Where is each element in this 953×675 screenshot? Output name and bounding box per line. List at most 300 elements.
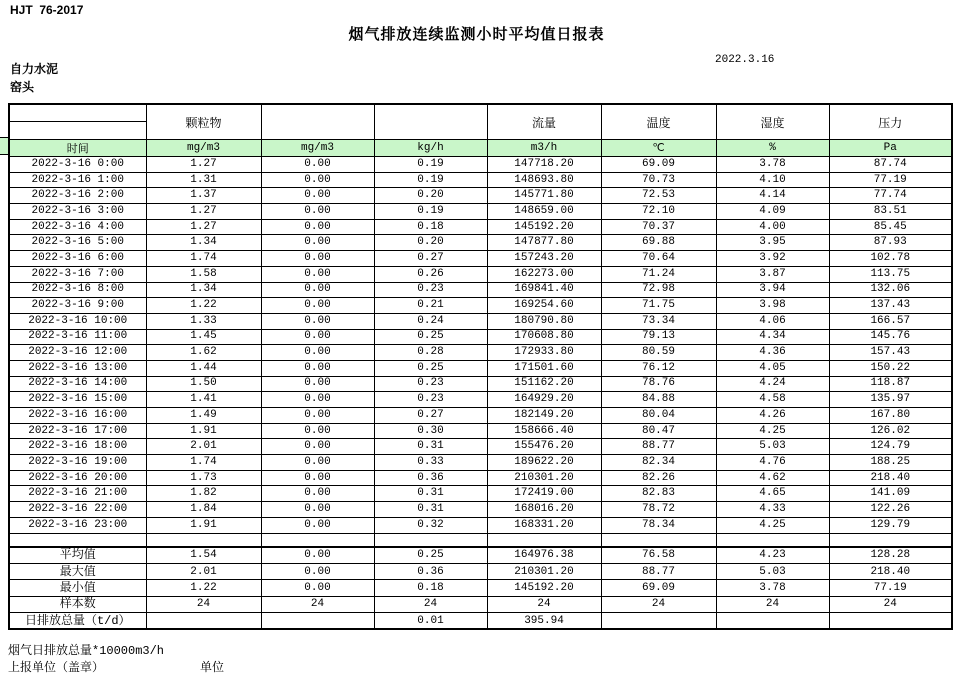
- table-row: [9, 502, 952, 518]
- value-cell: 3.87: [716, 266, 829, 282]
- value-cell: 0.24: [374, 313, 487, 329]
- value-cell: 3.98: [716, 298, 829, 314]
- summary-value-cell: 5.03: [716, 563, 829, 579]
- left-edge-partial-cell: [0, 137, 8, 155]
- value-cell: 145771.80: [487, 188, 601, 204]
- value-cell: 1.82: [146, 486, 261, 502]
- value-cell: 88.77: [601, 439, 716, 455]
- value-cell: 71.24: [601, 266, 716, 282]
- value-cell: 0.31: [374, 486, 487, 502]
- value-cell: 164929.20: [487, 392, 601, 408]
- value-cell: 4.10: [716, 172, 829, 188]
- value-cell: 0.00: [261, 188, 374, 204]
- split-cell-top: [10, 105, 146, 122]
- value-cell: 1.73: [146, 470, 261, 486]
- unit-header-cell: mg/m3: [261, 140, 374, 157]
- value-cell: 0.00: [261, 251, 374, 267]
- summary-row: [9, 580, 952, 596]
- value-cell: 1.31: [146, 172, 261, 188]
- summary-value-cell: 4.23: [716, 547, 829, 563]
- value-cell: 1.50: [146, 376, 261, 392]
- value-cell: 0.00: [261, 204, 374, 220]
- value-cell: 189622.20: [487, 455, 601, 471]
- value-cell: 0.31: [374, 439, 487, 455]
- value-cell: 1.62: [146, 345, 261, 361]
- summary-value-cell: 164976.38: [487, 547, 601, 563]
- table-row: [9, 282, 952, 298]
- value-cell: 141.09: [829, 486, 952, 502]
- value-cell: 4.09: [716, 204, 829, 220]
- time-cell: 2022-3-16 15:00: [9, 392, 146, 408]
- reporting-unit-label: 上报单位（盖章）: [8, 661, 105, 675]
- value-cell: 0.00: [261, 157, 374, 173]
- table-row: [9, 329, 952, 345]
- value-cell: 148693.80: [487, 172, 601, 188]
- value-cell: 0.18: [374, 219, 487, 235]
- value-cell: 182149.20: [487, 408, 601, 424]
- summary-value-cell: 0.25: [374, 547, 487, 563]
- summary-value-cell: [829, 613, 952, 629]
- value-cell: 170608.80: [487, 329, 601, 345]
- value-cell: 0.21: [374, 298, 487, 314]
- value-cell: 0.00: [261, 298, 374, 314]
- group-header-cell: 颗粒物: [146, 104, 261, 140]
- table-row: [9, 204, 952, 220]
- summary-value-cell: 0.00: [261, 563, 374, 579]
- summary-value-cell: [601, 613, 716, 629]
- value-cell: 1.22: [146, 298, 261, 314]
- value-cell: 145.76: [829, 329, 952, 345]
- value-cell: 4.62: [716, 470, 829, 486]
- value-cell: 0.00: [261, 408, 374, 424]
- value-cell: 4.05: [716, 360, 829, 376]
- value-cell: 0.00: [261, 282, 374, 298]
- value-cell: 0.00: [261, 313, 374, 329]
- value-cell: 0.23: [374, 392, 487, 408]
- table-row: [9, 345, 952, 361]
- value-cell: 0.25: [374, 329, 487, 345]
- time-cell: 2022-3-16 20:00: [9, 470, 146, 486]
- spacer-section: [9, 533, 952, 547]
- value-cell: 77.74: [829, 188, 952, 204]
- value-cell: 129.79: [829, 517, 952, 533]
- company-name: 自力水泥: [10, 62, 59, 76]
- summary-label-cell: 最小值: [9, 580, 146, 596]
- table-row: [9, 486, 952, 502]
- summary-value-cell: 0.36: [374, 563, 487, 579]
- value-cell: 82.26: [601, 470, 716, 486]
- value-cell: 2.01: [146, 439, 261, 455]
- unit-header-row: [9, 140, 952, 157]
- value-cell: 1.74: [146, 251, 261, 267]
- time-cell: 2022-3-16 18:00: [9, 439, 146, 455]
- value-cell: 145192.20: [487, 219, 601, 235]
- value-cell: 218.40: [829, 470, 952, 486]
- value-cell: 4.33: [716, 502, 829, 518]
- value-cell: 72.10: [601, 204, 716, 220]
- value-cell: 148659.00: [487, 204, 601, 220]
- value-cell: 0.00: [261, 486, 374, 502]
- empty-cell: [829, 533, 952, 547]
- summary-value-cell: 0.01: [374, 613, 487, 629]
- unit-header-cell: Pa: [829, 140, 952, 157]
- daily-total-note: 烟气日排放总量*10000m3/h: [8, 644, 165, 658]
- report-date: 2022.3.16: [715, 54, 775, 66]
- time-cell: 2022-3-16 11:00: [9, 329, 146, 345]
- table-row: [9, 360, 952, 376]
- table-row: [9, 235, 952, 251]
- summary-value-cell: 218.40: [829, 563, 952, 579]
- value-cell: 132.06: [829, 282, 952, 298]
- summary-value-cell: 128.28: [829, 547, 952, 563]
- value-cell: 158666.40: [487, 423, 601, 439]
- summary-value-cell: 24: [261, 596, 374, 612]
- value-cell: 1.27: [146, 219, 261, 235]
- value-cell: 73.34: [601, 313, 716, 329]
- unit-header-cell: ℃: [601, 140, 716, 157]
- value-cell: 84.88: [601, 392, 716, 408]
- time-cell: 2022-3-16 22:00: [9, 502, 146, 518]
- value-cell: 188.25: [829, 455, 952, 471]
- monitoring-point: 窑头: [10, 80, 35, 94]
- value-cell: 162273.00: [487, 266, 601, 282]
- summary-value-cell: 24: [716, 596, 829, 612]
- value-cell: 4.24: [716, 376, 829, 392]
- value-cell: 0.27: [374, 251, 487, 267]
- value-cell: 0.20: [374, 235, 487, 251]
- time-cell: 2022-3-16 9:00: [9, 298, 146, 314]
- time-cell: 2022-3-16 5:00: [9, 235, 146, 251]
- value-cell: 118.87: [829, 376, 952, 392]
- summary-value-cell: 24: [146, 596, 261, 612]
- value-cell: 0.00: [261, 455, 374, 471]
- value-cell: 0.00: [261, 517, 374, 533]
- value-cell: 1.37: [146, 188, 261, 204]
- summary-row: [9, 613, 952, 629]
- value-cell: 3.95: [716, 235, 829, 251]
- value-cell: 0.00: [261, 235, 374, 251]
- value-cell: 1.44: [146, 360, 261, 376]
- value-cell: 0.23: [374, 376, 487, 392]
- value-cell: 113.75: [829, 266, 952, 282]
- time-cell: 2022-3-16 3:00: [9, 204, 146, 220]
- table-row: [9, 219, 952, 235]
- summary-value-cell: [716, 613, 829, 629]
- value-cell: 0.00: [261, 392, 374, 408]
- value-cell: 4.26: [716, 408, 829, 424]
- table-header: [9, 104, 952, 157]
- value-cell: 69.09: [601, 157, 716, 173]
- summary-value-cell: 0.00: [261, 580, 374, 596]
- value-cell: 78.72: [601, 502, 716, 518]
- monitoring-data-table: [8, 103, 953, 630]
- value-cell: 151162.20: [487, 376, 601, 392]
- summary-value-cell: 76.58: [601, 547, 716, 563]
- value-cell: 80.04: [601, 408, 716, 424]
- value-cell: 4.76: [716, 455, 829, 471]
- time-cell: 2022-3-16 16:00: [9, 408, 146, 424]
- value-cell: 157243.20: [487, 251, 601, 267]
- group-header-row: [9, 104, 952, 140]
- value-cell: 166.57: [829, 313, 952, 329]
- value-cell: 0.30: [374, 423, 487, 439]
- summary-value-cell: 69.09: [601, 580, 716, 596]
- table-row: [9, 455, 952, 471]
- value-cell: 0.26: [374, 266, 487, 282]
- value-cell: 1.41: [146, 392, 261, 408]
- table-row: [9, 157, 952, 173]
- value-cell: 3.78: [716, 157, 829, 173]
- value-cell: 150.22: [829, 360, 952, 376]
- summary-value-cell: 24: [487, 596, 601, 612]
- value-cell: 172419.00: [487, 486, 601, 502]
- value-cell: 78.34: [601, 517, 716, 533]
- summary-value-cell: 0.18: [374, 580, 487, 596]
- table-row: [9, 298, 952, 314]
- value-cell: 87.74: [829, 157, 952, 173]
- table-row: [9, 470, 952, 486]
- value-cell: 80.47: [601, 423, 716, 439]
- value-cell: 4.65: [716, 486, 829, 502]
- empty-cell: [9, 533, 146, 547]
- time-cell: 2022-3-16 6:00: [9, 251, 146, 267]
- summary-label-cell: 日排放总量（t/d）: [9, 613, 146, 629]
- value-cell: 1.49: [146, 408, 261, 424]
- value-cell: 0.00: [261, 345, 374, 361]
- value-cell: 72.98: [601, 282, 716, 298]
- table-row: [9, 313, 952, 329]
- time-cell: 2022-3-16 17:00: [9, 423, 146, 439]
- group-header-cell: 湿度: [716, 104, 829, 140]
- unit-header-cell: kg/h: [374, 140, 487, 157]
- value-cell: 1.45: [146, 329, 261, 345]
- value-cell: 71.75: [601, 298, 716, 314]
- value-cell: 87.93: [829, 235, 952, 251]
- value-cell: 169254.60: [487, 298, 601, 314]
- value-cell: 70.64: [601, 251, 716, 267]
- group-header-cell: 压力: [829, 104, 952, 140]
- time-cell: 2022-3-16 0:00: [9, 157, 146, 173]
- value-cell: 1.74: [146, 455, 261, 471]
- value-cell: 167.80: [829, 408, 952, 424]
- value-cell: 70.37: [601, 219, 716, 235]
- value-cell: 1.34: [146, 282, 261, 298]
- unit-header-cell: %: [716, 140, 829, 157]
- empty-cell: [374, 533, 487, 547]
- value-cell: 147877.80: [487, 235, 601, 251]
- value-cell: 1.34: [146, 235, 261, 251]
- value-cell: 1.84: [146, 502, 261, 518]
- unit-header-cell: 时间: [9, 140, 146, 157]
- value-cell: 72.53: [601, 188, 716, 204]
- time-cell: 2022-3-16 14:00: [9, 376, 146, 392]
- value-cell: 169841.40: [487, 282, 601, 298]
- value-cell: 0.36: [374, 470, 487, 486]
- unit-label: 单位: [200, 661, 225, 675]
- value-cell: 70.73: [601, 172, 716, 188]
- value-cell: 82.83: [601, 486, 716, 502]
- value-cell: 122.26: [829, 502, 952, 518]
- value-cell: 0.19: [374, 157, 487, 173]
- hourly-data-rows: [9, 157, 952, 534]
- value-cell: 147718.20: [487, 157, 601, 173]
- value-cell: 0.20: [374, 188, 487, 204]
- value-cell: 0.25: [374, 360, 487, 376]
- value-cell: 137.43: [829, 298, 952, 314]
- summary-row: [9, 563, 952, 579]
- summary-value-cell: 24: [374, 596, 487, 612]
- summary-value-cell: [146, 613, 261, 629]
- table-row: [9, 392, 952, 408]
- group-header-cell: 温度: [601, 104, 716, 140]
- summary-value-cell: 1.22: [146, 580, 261, 596]
- unit-header-cell: mg/m3: [146, 140, 261, 157]
- summary-row: [9, 596, 952, 612]
- value-cell: 4.14: [716, 188, 829, 204]
- time-cell: 2022-3-16 13:00: [9, 360, 146, 376]
- summary-value-cell: [261, 613, 374, 629]
- time-group-header-cell: [9, 104, 146, 140]
- value-cell: 135.97: [829, 392, 952, 408]
- value-cell: 180790.80: [487, 313, 601, 329]
- value-cell: 1.58: [146, 266, 261, 282]
- value-cell: 1.91: [146, 423, 261, 439]
- value-cell: 0.19: [374, 172, 487, 188]
- value-cell: 79.13: [601, 329, 716, 345]
- time-cell: 2022-3-16 1:00: [9, 172, 146, 188]
- summary-value-cell: 88.77: [601, 563, 716, 579]
- value-cell: 1.27: [146, 204, 261, 220]
- empty-cell: [601, 533, 716, 547]
- time-cell: 2022-3-16 12:00: [9, 345, 146, 361]
- value-cell: 155476.20: [487, 439, 601, 455]
- empty-row: [9, 533, 952, 547]
- time-cell: 2022-3-16 19:00: [9, 455, 146, 471]
- summary-value-cell: 2.01: [146, 563, 261, 579]
- value-cell: 0.00: [261, 360, 374, 376]
- value-cell: 1.33: [146, 313, 261, 329]
- empty-cell: [487, 533, 601, 547]
- group-header-cell: [374, 104, 487, 140]
- group-header-cell: [261, 104, 374, 140]
- value-cell: 4.25: [716, 517, 829, 533]
- summary-value-cell: 210301.20: [487, 563, 601, 579]
- value-cell: 78.76: [601, 376, 716, 392]
- table-row: [9, 423, 952, 439]
- time-cell: 2022-3-16 7:00: [9, 266, 146, 282]
- summary-value-cell: 1.54: [146, 547, 261, 563]
- value-cell: 0.00: [261, 423, 374, 439]
- table-row: [9, 408, 952, 424]
- summary-row: [9, 547, 952, 563]
- unit-header-cell: m3/h: [487, 140, 601, 157]
- summary-value-cell: 24: [829, 596, 952, 612]
- time-cell: 2022-3-16 8:00: [9, 282, 146, 298]
- value-cell: 0.27: [374, 408, 487, 424]
- summary-value-cell: 395.94: [487, 613, 601, 629]
- value-cell: 1.91: [146, 517, 261, 533]
- value-cell: 4.00: [716, 219, 829, 235]
- value-cell: 0.33: [374, 455, 487, 471]
- time-cell: 2022-3-16 4:00: [9, 219, 146, 235]
- value-cell: 4.25: [716, 423, 829, 439]
- summary-value-cell: 145192.20: [487, 580, 601, 596]
- value-cell: 0.23: [374, 282, 487, 298]
- value-cell: 0.00: [261, 219, 374, 235]
- value-cell: 0.31: [374, 502, 487, 518]
- table-row: [9, 376, 952, 392]
- page-title: 烟气排放连续监测小时平均值日报表: [348, 26, 605, 43]
- value-cell: 172933.80: [487, 345, 601, 361]
- value-cell: 0.00: [261, 376, 374, 392]
- value-cell: 0.00: [261, 172, 374, 188]
- value-cell: 0.00: [261, 502, 374, 518]
- value-cell: 83.51: [829, 204, 952, 220]
- value-cell: 124.79: [829, 439, 952, 455]
- value-cell: 0.32: [374, 517, 487, 533]
- value-cell: 0.19: [374, 204, 487, 220]
- summary-label-cell: 最大值: [9, 563, 146, 579]
- value-cell: 102.78: [829, 251, 952, 267]
- value-cell: 4.36: [716, 345, 829, 361]
- value-cell: 76.12: [601, 360, 716, 376]
- value-cell: 0.00: [261, 439, 374, 455]
- value-cell: 4.34: [716, 329, 829, 345]
- value-cell: 80.59: [601, 345, 716, 361]
- table-row: [9, 251, 952, 267]
- table-row: [9, 172, 952, 188]
- value-cell: 0.28: [374, 345, 487, 361]
- value-cell: 3.94: [716, 282, 829, 298]
- standard-code: HJT 76-2017: [10, 3, 84, 17]
- value-cell: 126.02: [829, 423, 952, 439]
- value-cell: 168016.20: [487, 502, 601, 518]
- value-cell: 5.03: [716, 439, 829, 455]
- table-row: [9, 266, 952, 282]
- summary-section: [9, 547, 952, 629]
- value-cell: 3.92: [716, 251, 829, 267]
- table-row: [9, 517, 952, 533]
- summary-value-cell: 3.78: [716, 580, 829, 596]
- empty-cell: [146, 533, 261, 547]
- time-cell: 2022-3-16 21:00: [9, 486, 146, 502]
- value-cell: 85.45: [829, 219, 952, 235]
- empty-cell: [716, 533, 829, 547]
- table-row: [9, 188, 952, 204]
- value-cell: 171501.60: [487, 360, 601, 376]
- summary-label-cell: 平均值: [9, 547, 146, 563]
- value-cell: 4.58: [716, 392, 829, 408]
- table-row: [9, 439, 952, 455]
- summary-value-cell: 77.19: [829, 580, 952, 596]
- time-cell: 2022-3-16 2:00: [9, 188, 146, 204]
- value-cell: 157.43: [829, 345, 952, 361]
- value-cell: 0.00: [261, 329, 374, 345]
- empty-cell: [261, 533, 374, 547]
- value-cell: 82.34: [601, 455, 716, 471]
- value-cell: 4.06: [716, 313, 829, 329]
- value-cell: 69.88: [601, 235, 716, 251]
- value-cell: 0.00: [261, 266, 374, 282]
- value-cell: 77.19: [829, 172, 952, 188]
- time-cell: 2022-3-16 23:00: [9, 517, 146, 533]
- value-cell: 210301.20: [487, 470, 601, 486]
- time-cell: 2022-3-16 10:00: [9, 313, 146, 329]
- summary-label-cell: 样本数: [9, 596, 146, 612]
- value-cell: 1.27: [146, 157, 261, 173]
- group-header-cell: 流量: [487, 104, 601, 140]
- summary-value-cell: 0.00: [261, 547, 374, 563]
